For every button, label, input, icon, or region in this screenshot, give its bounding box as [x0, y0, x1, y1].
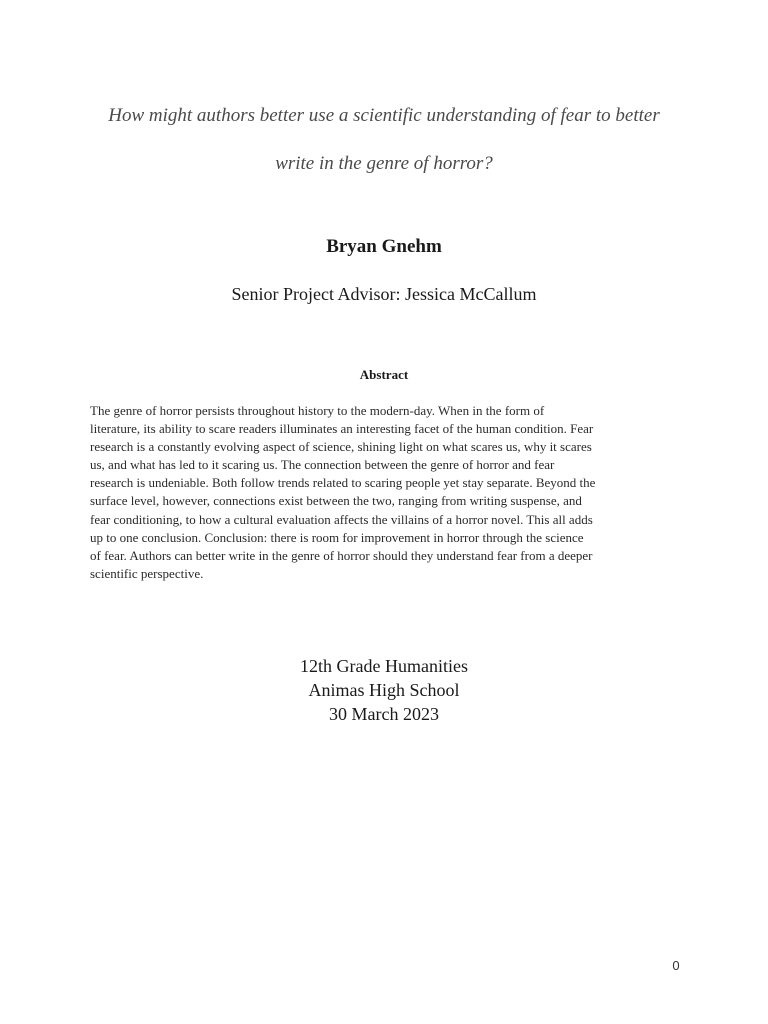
abstract-line: us, and what has led to it scaring us. The connection between the genre of horror and fear [90, 457, 555, 473]
abstract-line: The genre of horror persists throughout history to the modern-day. When in the form of [90, 403, 545, 418]
project-advisor: Senior Project Advisor: Jessica McCallum [231, 284, 537, 304]
abstract-body [90, 402, 686, 583]
title-line-1: How might authors better use a scientific understanding of fear to better [108, 105, 660, 126]
abstract-line: literature, its ability to scare readers illuminates an interesting facet of the human condition. Fear [90, 421, 594, 437]
paper-title [60, 92, 708, 188]
abstract-line: of fear. Authors can better write in the genre of horror should they understand fear from a deeper [90, 547, 593, 563]
author-name: Bryan Gnehm [326, 236, 442, 257]
abstract-heading: Abstract [359, 367, 409, 382]
abstract-line: up to one conclusion. Conclusion: there is room for improvement in horror through the science [90, 529, 584, 545]
course-name: 12th Grade Humanities [300, 656, 468, 676]
submission-date: 30 March 2023 [329, 704, 439, 724]
title-line-2: write in the genre of horror? [275, 153, 493, 174]
abstract-line: research is a constantly evolving aspect of science, shining light on what scares us, why it scares [90, 439, 592, 455]
abstract-line: fear conditioning, to how a cultural evaluation affects the villains of a horror novel. This all adds [90, 511, 593, 527]
abstract-line: scientific perspective. [90, 565, 204, 581]
abstract-line: surface level, however, connections exist between the two, ranging from writing suspense, and [90, 493, 582, 509]
course-info [0, 654, 768, 726]
page-number: 0 [672, 958, 680, 973]
school-name: Animas High School [308, 680, 460, 700]
abstract-line: research is undeniable. Both follow trends related to scaring people yet stay separate. Beyond the [90, 475, 596, 491]
